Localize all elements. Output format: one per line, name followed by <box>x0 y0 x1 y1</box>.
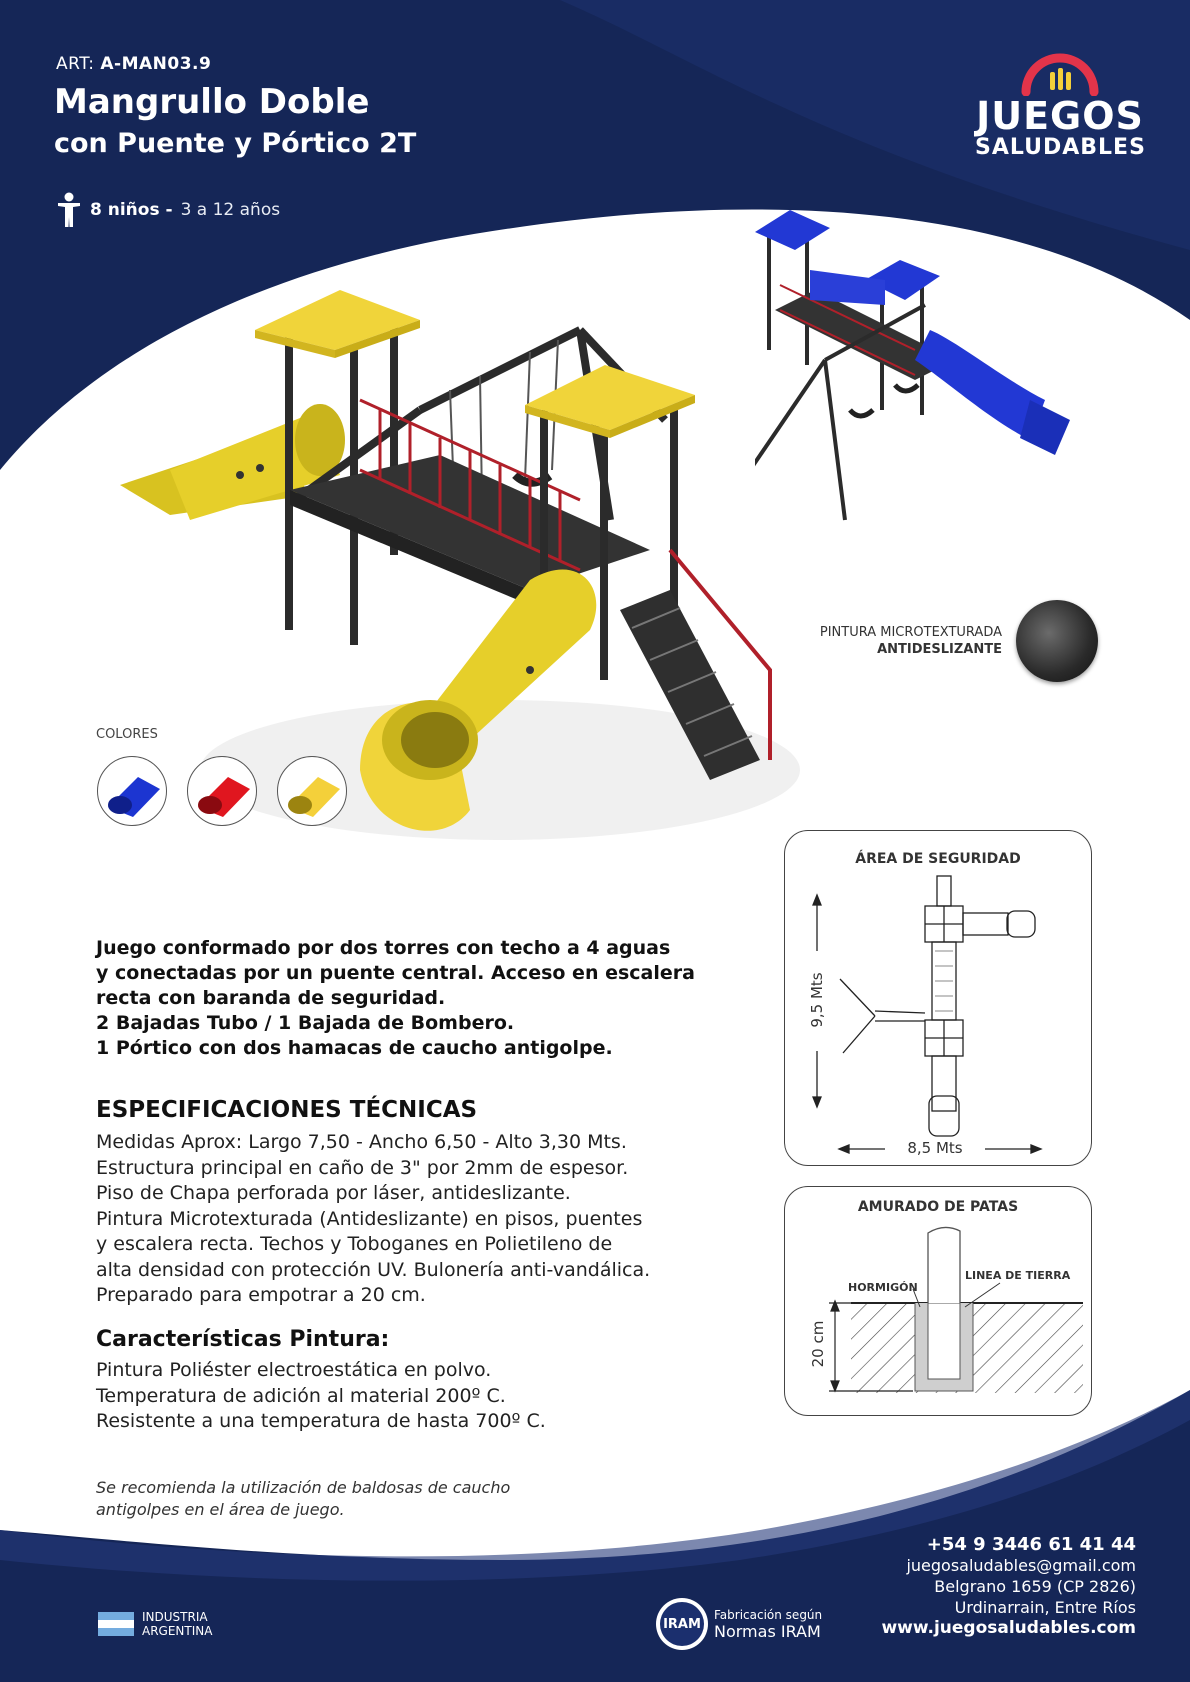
safety-area-diagram <box>785 831 1093 1167</box>
kids-count: 8 niños - <box>90 200 173 220</box>
child-icon <box>56 192 82 228</box>
spec-line: Estructura principal en caño de 3" por 2mm de espesor. <box>96 1156 629 1179</box>
contact-phone[interactable]: +54 9 3446 61 41 44 <box>926 1534 1136 1555</box>
article-code <box>56 54 211 74</box>
blue-variant-illustration <box>755 210 1115 530</box>
paint-heading: Características Pintura: <box>96 1327 390 1352</box>
texture-label-line1: PINTURA MICROTEXTURADA <box>819 625 1002 640</box>
argentina-flag-icon <box>98 1612 134 1637</box>
contact-website[interactable]: www.juegosaludables.com <box>881 1618 1136 1638</box>
contact-address-line1: Belgrano 1659 (CP 2826) <box>934 1577 1136 1596</box>
paint-list <box>96 1358 546 1435</box>
logo-arch-icon <box>1020 52 1100 96</box>
ground-line-label: LINEA DE TIERRA <box>965 1269 1071 1282</box>
industria-line2: ARGENTINA <box>142 1624 213 1638</box>
age-range: 3 a 12 años <box>180 200 281 220</box>
capacity-info <box>56 192 280 228</box>
height-dimension-label: 9,5 Mts <box>808 972 826 1028</box>
description-line: Juego conformado por dos torres con techo a 4 aguas <box>96 937 671 959</box>
article-prefix: ART: <box>56 54 95 74</box>
texture-sample <box>1016 600 1098 682</box>
iram-badge-icon <box>656 1598 708 1650</box>
contact-address-line2: Urdinarrain, Entre Ríos <box>954 1598 1136 1617</box>
recommendation-note <box>96 1477 510 1521</box>
product-title: Mangrullo Doble <box>54 82 370 122</box>
anchoring-panel <box>784 1186 1092 1416</box>
concrete-label: HORMIGÓN <box>848 1281 918 1294</box>
logo-text-juegos: JUEGOS <box>976 94 1144 138</box>
contact-email[interactable]: juegosaludables@gmail.com <box>906 1556 1136 1575</box>
paint-line: Temperatura de adición al material 200º C. <box>96 1384 506 1407</box>
paint-line: Pintura Poliéster electroestática en polvo. <box>96 1359 492 1381</box>
spec-line: Preparado para empotrar a 20 cm. <box>96 1284 426 1306</box>
anchoring-diagram <box>785 1187 1093 1417</box>
specs-heading: ESPECIFICACIONES TÉCNICAS <box>96 1097 478 1123</box>
note-line: Se recomienda la utilización de baldosas de caucho <box>96 1478 511 1497</box>
texture-label <box>770 624 1002 658</box>
colors-label: COLORES <box>96 727 158 742</box>
depth-dimension-label: 20 cm <box>809 1320 827 1368</box>
product-subtitle: con Puente y Pórtico 2T <box>54 128 417 159</box>
safety-area-title: ÁREA DE SEGURIDAD <box>855 851 1021 867</box>
spec-line: Piso de Chapa perforada por láser, antideslizante. <box>96 1182 571 1204</box>
logo-text-saludables: SALUDABLES <box>975 135 1146 160</box>
color-swatch-red <box>187 756 257 826</box>
safety-area-panel <box>784 830 1092 1166</box>
industria-line1: INDUSTRIA <box>142 1610 208 1624</box>
spec-line: Medidas Aprox: Largo 7,50 - Ancho 6,50 - Alto 3,30 Mts. <box>96 1131 627 1153</box>
texture-label-line2: ANTIDESLIZANTE <box>877 642 1002 657</box>
color-swatch-blue <box>97 756 167 826</box>
product-description <box>96 936 696 1061</box>
spec-line: Pintura Microtexturada (Antideslizante) en pisos, puentes <box>96 1207 643 1230</box>
description-line: 1 Pórtico con dos hamacas de caucho antigolpe. <box>96 1037 613 1059</box>
iram-line2: Normas IRAM <box>714 1621 821 1641</box>
iram-badge-text: IRAM <box>660 1602 704 1646</box>
iram-certification <box>656 1598 822 1650</box>
width-dimension-label: 8,5 Mts <box>907 1139 963 1157</box>
description-line: y conectadas por un puente central. Acceso en escalera <box>96 962 695 984</box>
brand-logo <box>975 52 1145 160</box>
spec-line: alta densidad con protección UV. Bulonería anti-vandálica. <box>96 1258 651 1281</box>
description-line: recta con baranda de seguridad. <box>96 987 446 1009</box>
industria-argentina <box>98 1610 212 1638</box>
color-swatch-yellow <box>277 756 347 826</box>
iram-line1: Fabricación según <box>714 1607 823 1622</box>
anchoring-title: AMURADO DE PATAS <box>857 1199 1019 1215</box>
article-number: A-MAN03.9 <box>100 54 212 74</box>
paint-line: Resistente a una temperatura de hasta 700º C. <box>96 1410 546 1432</box>
note-line: antigolpes en el área de juego. <box>96 1500 345 1519</box>
description-line: 2 Bajadas Tubo / 1 Bajada de Bombero. <box>96 1012 515 1034</box>
spec-line: y escalera recta. Techos y Toboganes en Polietileno de <box>96 1233 613 1255</box>
specs-list <box>96 1130 650 1309</box>
contact-info <box>840 1534 1136 1639</box>
